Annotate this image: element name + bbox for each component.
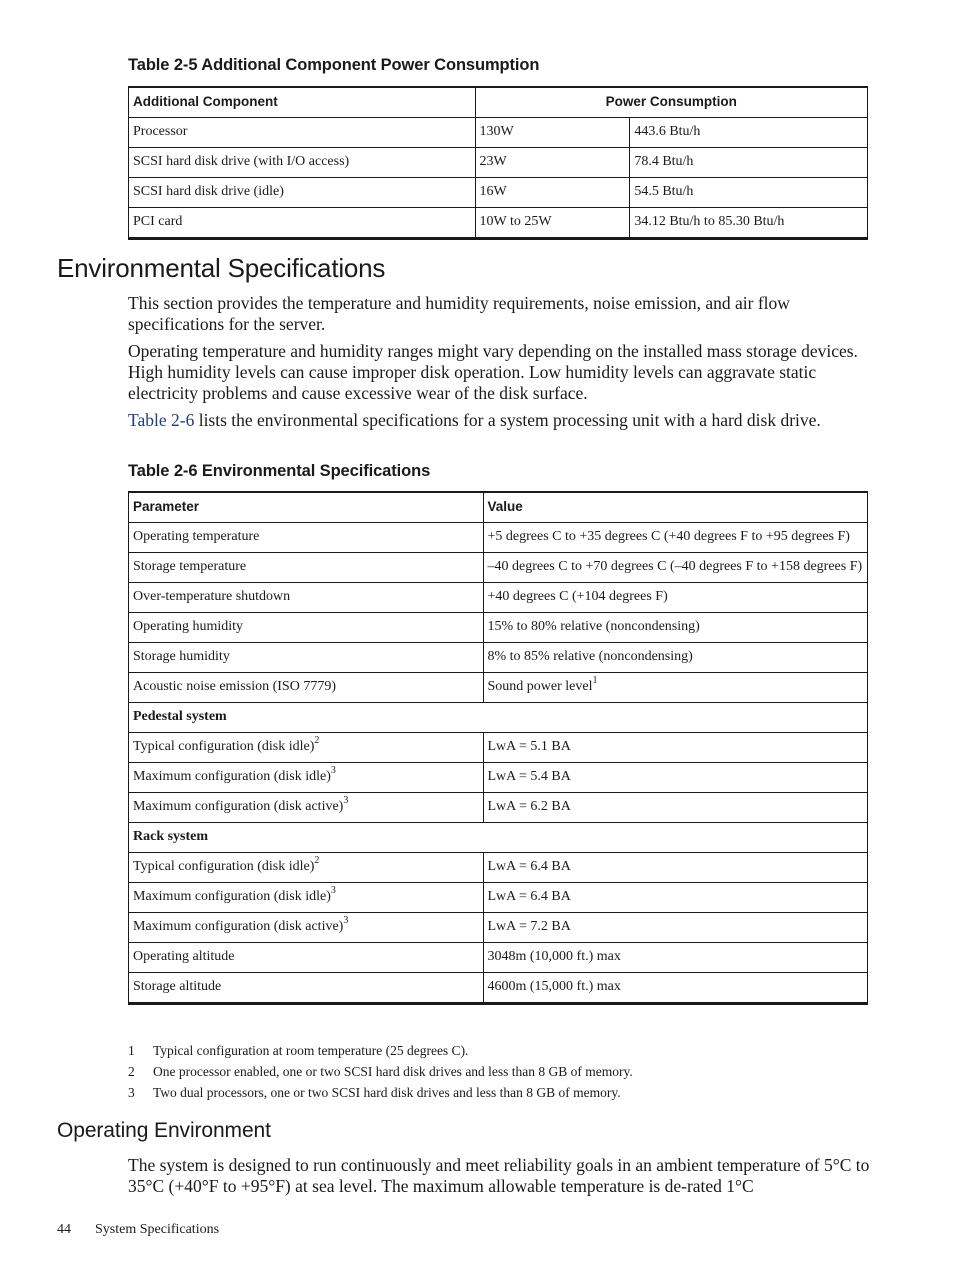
- table-row: [129, 913, 868, 943]
- humidity-paragraph: Operating temperature and humidity ranges might vary depending on the installed mass storage devices. High humidity levels can cause improper disk operation. Low humidity levels can aggravate static electricity problems and cause excessive wear of the disk surface.: [128, 341, 858, 403]
- footnote-number: 2: [128, 1064, 135, 1079]
- table-2-5-caption: Table 2-5 Additional Component Power Consumption: [128, 56, 540, 74]
- power-consumption-table: [128, 86, 868, 240]
- value-cell: LwA = 5.1 BA: [483, 733, 868, 763]
- btu-cell: 34.12 Btu/h to 85.30 Btu/h: [630, 208, 868, 239]
- table-row: [129, 853, 868, 883]
- subsection-title: Operating Environment: [57, 1119, 271, 1142]
- footnote-ref[interactable]: 1: [592, 675, 598, 687]
- btu-cell: 54.5 Btu/h: [630, 178, 868, 208]
- value-cell: LwA = 6.2 BA: [483, 793, 868, 823]
- footnote-text: One processor enabled, one or two SCSI hard disk drives and less than 8 GB of memory.: [153, 1064, 633, 1079]
- table-header-row: [129, 492, 868, 523]
- table-section-row: [129, 703, 868, 733]
- component-cell: SCSI hard disk drive (with I/O access): [129, 148, 476, 178]
- footnote-ref[interactable]: 3: [343, 795, 349, 807]
- parameter-cell: Storage altitude: [129, 973, 484, 1004]
- btu-cell: 78.4 Btu/h: [630, 148, 868, 178]
- table-reference-text: lists the environmental specifications for a system processing unit with a hard disk drive.: [194, 410, 821, 430]
- table-row: [129, 943, 868, 973]
- footnote-number: 1: [128, 1043, 135, 1058]
- table-header-row: [129, 87, 868, 118]
- table-row: [129, 733, 868, 763]
- environmental-specs-table: [128, 491, 868, 1005]
- column-header-parameter: Parameter: [129, 492, 484, 523]
- table-row: [129, 883, 868, 913]
- parameter-cell: Operating temperature: [129, 523, 484, 553]
- component-cell: SCSI hard disk drive (idle): [129, 178, 476, 208]
- table-reference-paragraph: [128, 410, 870, 431]
- column-header-power: Power Consumption: [475, 87, 867, 118]
- column-header-value: Value: [483, 492, 868, 523]
- value-cell: 8% to 85% relative (noncondensing): [483, 643, 868, 673]
- section-title: Environmental Specifications: [57, 253, 386, 283]
- table-row: [129, 583, 868, 613]
- value-cell: LwA = 5.4 BA: [483, 763, 868, 793]
- footnote-text: Two dual processors, one or two SCSI hard disk drives and less than 8 GB of memory.: [153, 1085, 621, 1100]
- parameter-text: Maximum configuration (disk active): [133, 799, 344, 814]
- parameter-text: Maximum configuration (disk idle): [133, 769, 331, 784]
- footnote-text: Typical configuration at room temperature (25 degrees C).: [153, 1043, 469, 1058]
- footnote-ref[interactable]: 2: [314, 855, 320, 867]
- footer-title: System Specifications: [95, 1222, 220, 1237]
- section-cell: Rack system: [129, 823, 868, 853]
- parameter-cell: Storage temperature: [129, 553, 484, 583]
- parameter-cell: Acoustic noise emission (ISO 7779): [129, 673, 484, 703]
- parameter-text: Typical configuration (disk idle): [133, 859, 315, 874]
- parameter-text: Maximum configuration (disk idle): [133, 889, 331, 904]
- watts-cell: 130W: [475, 118, 630, 148]
- value-cell: LwA = 7.2 BA: [483, 913, 868, 943]
- footnote-ref[interactable]: 3: [330, 765, 336, 777]
- operating-environment-paragraph: The system is designed to run continuously and meet reliability goals in an ambient temperature of 5°C to 35°C (+40°F to +95°F) at sea level. The maximum allowable temperature is de-rated 1°C: [128, 1155, 870, 1196]
- column-header-component: Additional Component: [129, 87, 476, 118]
- footnote: [128, 1085, 621, 1101]
- footnote-number: 3: [128, 1085, 135, 1100]
- value-cell: +5 degrees C to +35 degrees C (+40 degrees F to +95 degrees F): [483, 523, 868, 553]
- parameter-cell: Operating altitude: [129, 943, 484, 973]
- btu-cell: 443.6 Btu/h: [630, 118, 868, 148]
- table-row: [129, 118, 868, 148]
- component-cell: Processor: [129, 118, 476, 148]
- table-section-row: [129, 823, 868, 853]
- table-2-6-link[interactable]: Table 2-6: [128, 410, 195, 430]
- parameter-cell: Operating humidity: [129, 613, 484, 643]
- parameter-cell: [129, 853, 484, 883]
- parameter-cell: [129, 793, 484, 823]
- footnote-ref[interactable]: 2: [314, 735, 320, 747]
- table-row: [129, 643, 868, 673]
- table-row: [129, 973, 868, 1004]
- intro-paragraph: This section provides the temperature and humidity requirements, noise emission, and air flow specifications for the server.: [128, 293, 790, 334]
- table-row: [129, 613, 868, 643]
- value-cell: [483, 673, 868, 703]
- table-row: [129, 763, 868, 793]
- value-cell: –40 degrees C to +70 degrees C (–40 degrees F to +158 degrees F): [483, 553, 868, 583]
- page-footer: [57, 1222, 219, 1238]
- watts-cell: 16W: [475, 178, 630, 208]
- parameter-cell: [129, 883, 484, 913]
- watts-cell: 23W: [475, 148, 630, 178]
- parameter-text: Maximum configuration (disk active): [133, 919, 344, 934]
- table-row: [129, 148, 868, 178]
- value-cell: 15% to 80% relative (noncondensing): [483, 613, 868, 643]
- component-cell: PCI card: [129, 208, 476, 239]
- value-cell: LwA = 6.4 BA: [483, 883, 868, 913]
- footnote: [128, 1043, 468, 1059]
- table-row: [129, 523, 868, 553]
- value-cell: 4600m (15,000 ft.) max: [483, 973, 868, 1004]
- parameter-cell: Over-temperature shutdown: [129, 583, 484, 613]
- footnote-ref[interactable]: 3: [343, 915, 349, 927]
- table-row: [129, 178, 868, 208]
- page-number: 44: [57, 1222, 71, 1237]
- value-cell: 3048m (10,000 ft.) max: [483, 943, 868, 973]
- parameter-text: Typical configuration (disk idle): [133, 739, 315, 754]
- table-row: [129, 553, 868, 583]
- parameter-cell: [129, 913, 484, 943]
- table-2-6-caption: Table 2-6 Environmental Specifications: [128, 462, 431, 480]
- value-text: Sound power level: [487, 679, 593, 694]
- parameter-cell: [129, 733, 484, 763]
- footnote: [128, 1064, 633, 1080]
- value-cell: +40 degrees C (+104 degrees F): [483, 583, 868, 613]
- value-cell: LwA = 6.4 BA: [483, 853, 868, 883]
- watts-cell: 10W to 25W: [475, 208, 630, 239]
- table-row: [129, 673, 868, 703]
- table-row: [129, 793, 868, 823]
- parameter-cell: Storage humidity: [129, 643, 484, 673]
- parameter-cell: [129, 763, 484, 793]
- section-cell: Pedestal system: [129, 703, 868, 733]
- footnote-ref[interactable]: 3: [330, 885, 336, 897]
- table-row: [129, 208, 868, 239]
